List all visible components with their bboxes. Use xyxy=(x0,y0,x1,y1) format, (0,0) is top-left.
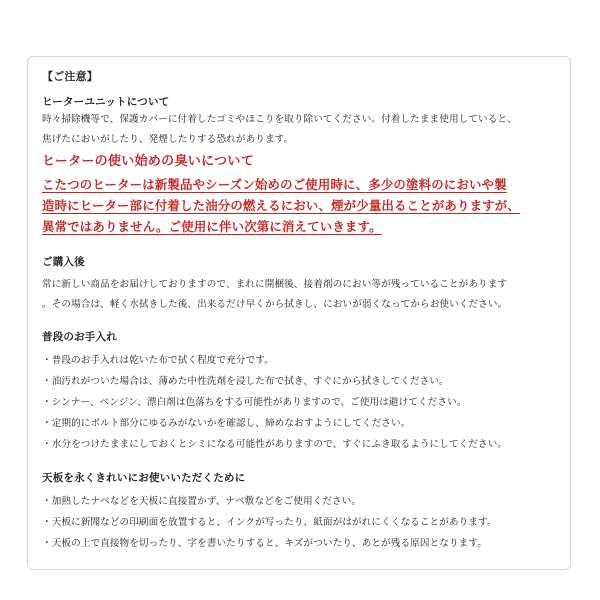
after-purchase-line: 常に新しい商品をお届けしておりますので、まれに開梱後、接着剤のにおい等が残っていることがあります xyxy=(42,279,508,290)
after-purchase-heading: ご購入後 xyxy=(42,256,85,268)
heater-unit-heading: ヒーターユニットについて xyxy=(42,96,170,108)
daily-care-item: ・油汚れがついた場合は、薄めた中性洗剤を浸した布で拭き、すぐにから拭きしてください。 xyxy=(42,376,449,387)
spacer xyxy=(42,237,562,255)
section-first-use-smell xyxy=(42,153,562,237)
tabletop-heading: 天板を永くきれいにお使いいただくために xyxy=(42,472,246,484)
heater-unit-line: 時々掃除機等で、保護カバーに付着したゴミやほこりを取り除いてください。付着したまま使用していると、 xyxy=(42,114,517,125)
notice-content xyxy=(42,69,562,554)
tabletop-item: ・天板に新聞などの印刷面を放置すると、インクが写ったり、紙面がはがれにくくなることがあります。 xyxy=(42,517,497,528)
section-tabletop xyxy=(42,471,562,554)
section-daily-care xyxy=(42,330,562,455)
daily-care-item: ・シンナー、ベンジン、漂白剤は色落ちをする可能性がありますので、ご使用は避けてください。 xyxy=(42,397,467,408)
heater-unit-line: 焦げたにおいがしたり、発煙したりする恐れがあります。 xyxy=(42,133,294,145)
notice-panel xyxy=(27,56,571,570)
daily-care-item: ・定期的にボルト部分にゆるみがないかを確認し、締めなおすようにしてください。 xyxy=(42,418,411,429)
first-use-smell-line: 造時にヒーター部に付着した油分の燃えるにおい、煙が少量出ることがありますが、 xyxy=(42,198,520,213)
first-use-smell-heading: ヒーターの使い始めの臭いについて xyxy=(42,154,255,169)
spacer xyxy=(42,314,562,330)
tabletop-item: ・加熱したナベなどを天板に直接置かず、ナベ敷などをご使用ください。 xyxy=(42,496,362,507)
section-after-purchase xyxy=(42,255,562,314)
first-use-smell-line: 異常ではありません。ご使用に伴い次第に消えていきます。 xyxy=(42,219,382,234)
tabletop-item: ・天板の上で直接物を切ったり、字を書いたりすると、キズがついたり、あとが残る原因となります。 xyxy=(42,538,487,549)
section-heater-unit xyxy=(42,95,562,149)
after-purchase-line: 。その場合は、軽く水拭きした後、出来るだけ早くから拭きし、においが弱くなってからお使いください。 xyxy=(42,298,508,310)
spacer xyxy=(42,455,562,471)
first-use-smell-line: こたつのヒーターは新製品やシーズン始めのご使用時に、多少の塗料のにおいや製 xyxy=(42,177,507,192)
daily-care-item: ・普段のお手入れは乾いた布で拭く程度で充分です。 xyxy=(42,355,274,366)
daily-care-item: ・水分をつけたままにしておくとシミになる可能性がありますので、すぐにふき取るようにしてください。 xyxy=(42,439,508,450)
daily-care-heading: 普段のお手入れ xyxy=(42,331,117,343)
notice-title: 【ご注意】 xyxy=(42,70,98,83)
